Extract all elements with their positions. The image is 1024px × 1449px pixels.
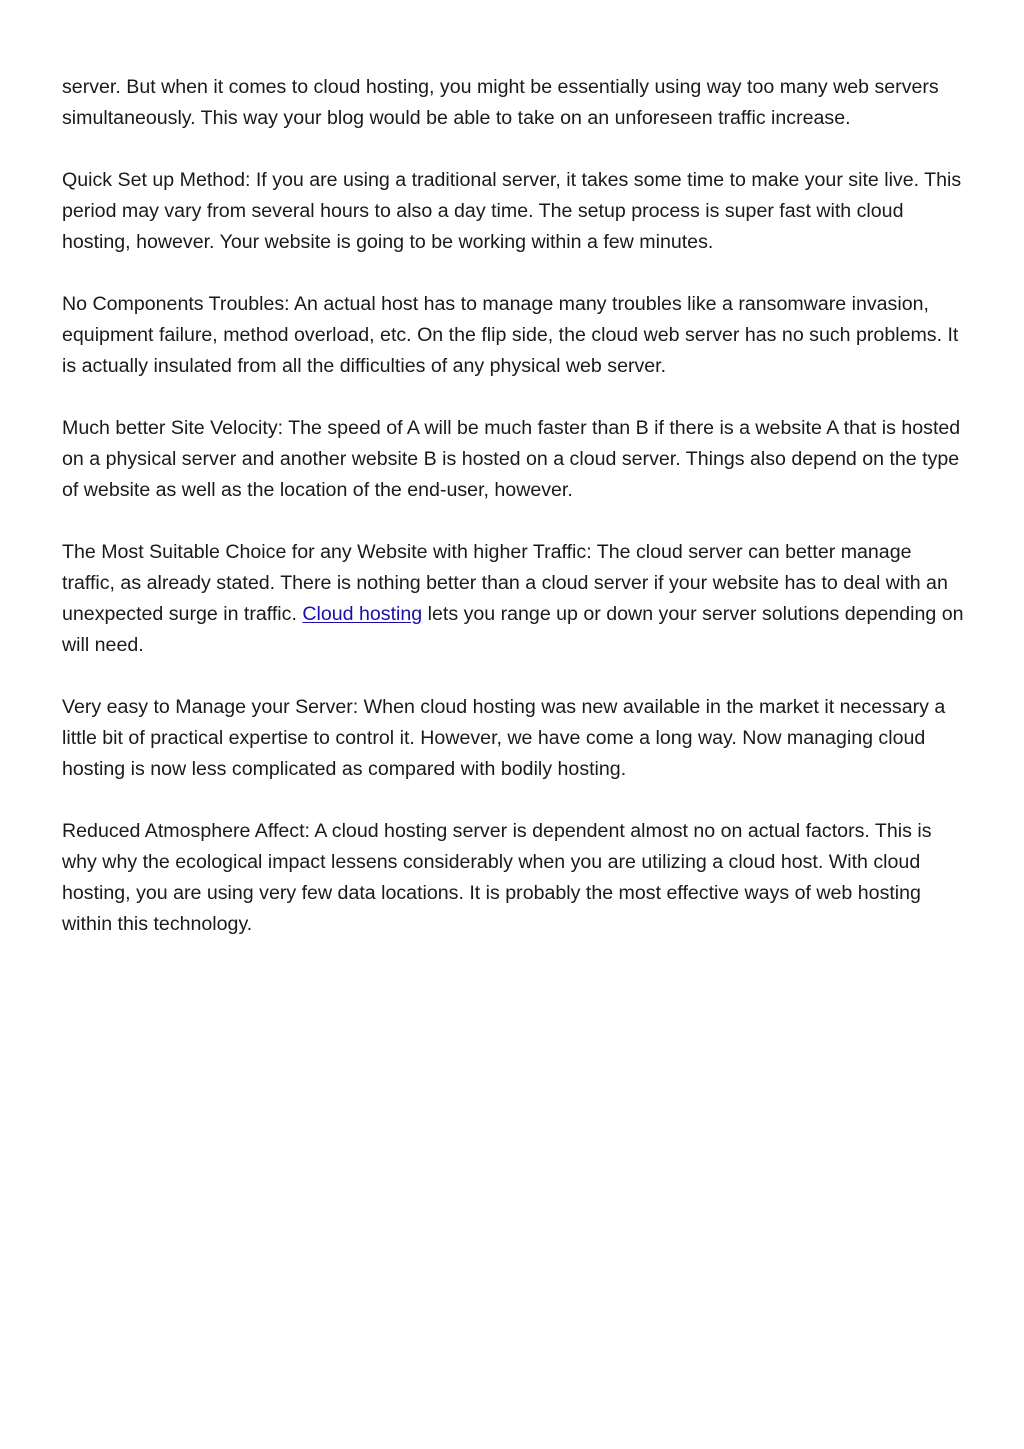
- paragraph-easy-manage: Very easy to Manage your Server: When cloud hosting was new available in the market it necessary a little bit of practical expertise to control it. However, we have come a long way. Now managing cloud hosting is now less complicated as compared with bodily hosting.: [62, 696, 946, 780]
- paragraph-high-traffic: [62, 537, 967, 661]
- paragraph-high-traffic-text-after: lets you range up or down your server solutions depending on will need.: [62, 603, 964, 656]
- paragraph-reduced-atmosphere: Reduced Atmosphere Affect: A cloud hosting server is dependent almost no on actual factors. This is why why the ecological impact lessens considerably when you are utilizing a cloud host. With cloud hosting, you are using very few data locations. It is probably the most effective ways of web hosting within this technology.: [62, 820, 932, 935]
- paragraph-quick-setup: Quick Set up Method: If you are using a traditional server, it takes some time to make your site live. This period may vary from several hours to also a day time. The setup process is super fast with cloud hosting, however. Your website is going to be working within a few minutes.: [62, 169, 962, 253]
- paragraph-server-intro: server. But when it comes to cloud hosting, you might be essentially using way too many web servers simultaneously. This way your blog would be able to take on an unforeseen traffic increase.: [62, 76, 939, 129]
- document-body: [62, 72, 967, 971]
- cloud-hosting-link[interactable]: Cloud hosting: [302, 603, 423, 625]
- paragraph-no-component-troubles: No Components Troubles: An actual host has to manage many troubles like a ransomware invasion, equipment failure, method overload, etc. On the flip side, the cloud web server has no such problems. It is actually insulated from all the difficulties of any physical web server.: [62, 293, 959, 377]
- paragraph-high-traffic-text-before: The Most Suitable Choice for any Website with higher Traffic: The cloud server can better manage traffic, as already stated. There is nothing better than a cloud server if your website has to deal with an unexpected surge in traffic.: [62, 541, 948, 625]
- paragraph-site-velocity: Much better Site Velocity: The speed of A will be much faster than B if there is a website A that is hosted on a physical server and another website B is hosted on a cloud server. Things also depend on the type of website as well as the location of the end-user, however.: [62, 417, 961, 501]
